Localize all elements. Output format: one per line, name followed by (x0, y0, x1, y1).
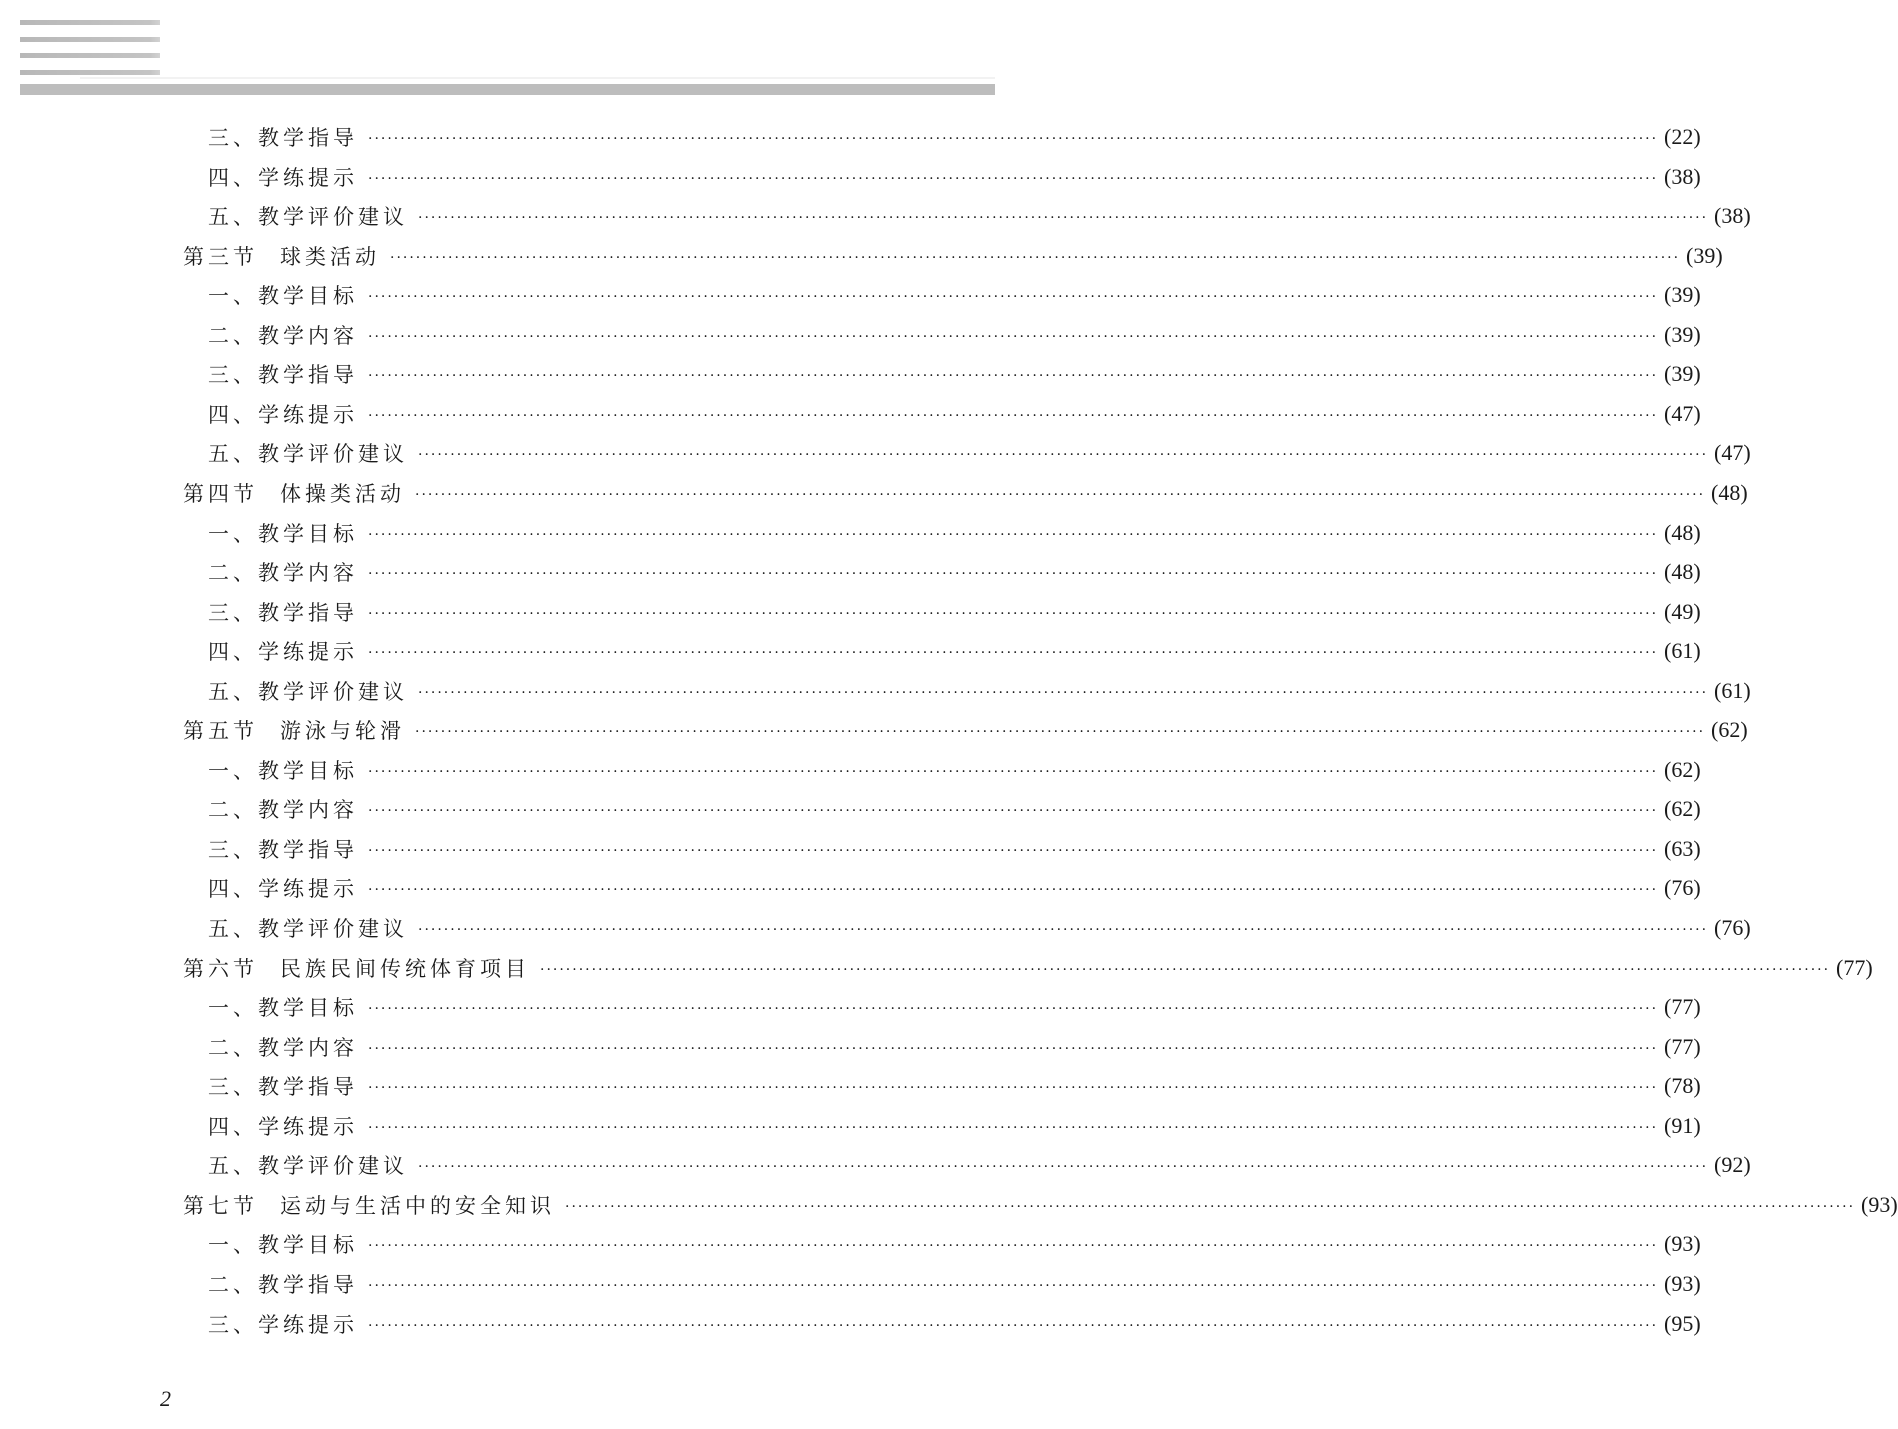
entry-title: 一、教学目标 (208, 1233, 358, 1258)
page-ref-number: 39 (1693, 242, 1716, 268)
toc-entry[interactable] (0, 597, 1701, 627)
toc-entry[interactable] (0, 280, 1701, 310)
toc-entry[interactable] (0, 913, 1751, 943)
toc-entry[interactable] (0, 1269, 1701, 1299)
page-reference: ( 39 ) (1686, 242, 1723, 268)
dot-leader: ········································································································································································································ (368, 1040, 1659, 1057)
page-reference: ( 39 ) (1664, 321, 1701, 347)
page-reference: ( 62 ) (1711, 717, 1748, 743)
entry-title: 民族民间传统体育项目 (280, 956, 530, 981)
dot-leader: ········································································································································································································ (565, 1198, 1856, 1215)
entry-title: 五、教学评价建议 (208, 917, 408, 941)
toc-entry-title (208, 359, 358, 389)
dot-leader: ········································································································································································································ (368, 842, 1659, 859)
dot-leader: ········································································································································································································ (415, 724, 1706, 741)
page-reference: ( 39 ) (1664, 282, 1701, 308)
toc-entry[interactable] (0, 755, 1701, 785)
toc-entry[interactable] (0, 359, 1701, 389)
toc-entry-title (208, 992, 358, 1022)
dot-leader: ········································································································································································································ (368, 1277, 1659, 1294)
toc-entry-title (208, 122, 358, 152)
page-ref-number: 76 (1671, 875, 1694, 901)
page-ref-number: 63 (1671, 835, 1694, 861)
dot-leader: ········································································································································································································ (418, 1159, 1709, 1176)
page-reference: ( 93 ) (1664, 1231, 1701, 1257)
toc-entry-title (183, 715, 405, 745)
toc-entry-title (208, 913, 408, 943)
dot-leader: ········································································································································································································ (368, 1317, 1659, 1334)
entry-title: 一、教学目标 (208, 758, 358, 783)
dot-leader: ········································································································································································································ (418, 210, 1709, 227)
dot-leader: ········································································································································································································ (390, 249, 1681, 266)
page-ref-number: 39 (1671, 321, 1694, 347)
toc-entry-title (208, 755, 358, 785)
entry-title: 四、学练提示 (208, 1114, 358, 1139)
toc-entry-title (208, 280, 358, 310)
toc-entry-title (208, 162, 358, 192)
entry-title: 运动与生活中的安全知识 (280, 1193, 555, 1218)
page-ref-number: 78 (1671, 1073, 1694, 1099)
dot-leader: ········································································································································································································ (368, 131, 1659, 147)
entry-title: 四、学练提示 (208, 640, 358, 665)
page-reference: ( 76 ) (1664, 875, 1701, 901)
entry-title: 游泳与轮滑 (280, 719, 405, 744)
page-reference: ( 47 ) (1664, 400, 1701, 426)
dot-leader: ········································································································································································································ (368, 407, 1659, 424)
page-ref-number: 38 (1671, 163, 1694, 189)
toc-entry[interactable] (0, 162, 1701, 192)
page-ref-number: 48 (1671, 519, 1694, 545)
entry-title: 四、学练提示 (208, 165, 358, 190)
page-ref-number: 39 (1671, 282, 1694, 308)
dot-leader: ········································································································································································································ (368, 803, 1659, 820)
header-stripe (20, 20, 160, 25)
header-stripe (20, 53, 160, 58)
page-ref-number: 39 (1671, 361, 1694, 387)
page-number: 2 (160, 1386, 171, 1411)
header-stripe (20, 70, 160, 75)
entry-title: 二、教学内容 (208, 323, 358, 348)
entry-title: 一、教学目标 (208, 284, 358, 309)
dot-leader: ········································································································································································································ (368, 526, 1659, 543)
toc-entry-title (208, 873, 358, 903)
toc-entry-title (183, 953, 530, 983)
entry-title: 二、教学内容 (208, 798, 358, 823)
dot-leader: ········································································································································································································ (418, 447, 1709, 464)
dot-leader: ········································································································································································································ (368, 566, 1659, 583)
dot-leader: ········································································································································································································ (368, 1001, 1659, 1018)
toc-entry[interactable] (0, 873, 1701, 903)
toc-entry-title (208, 1111, 358, 1141)
toc-entry[interactable] (0, 992, 1701, 1022)
toc-entry-title (208, 201, 408, 231)
toc-entry-title (208, 1229, 358, 1259)
dot-leader: ········································································································································································································ (368, 882, 1659, 899)
dot-leader: ········································································································································································································ (368, 1080, 1659, 1097)
page-reference: ( 38 ) (1714, 203, 1751, 229)
entry-title: 五、教学评价建议 (208, 442, 408, 467)
page-reference: ( 93 ) (1861, 1191, 1898, 1217)
entry-title: 四、学练提示 (208, 402, 358, 427)
toc-entry[interactable] (0, 1229, 1701, 1259)
toc-entry[interactable] (0, 676, 1751, 706)
page-ref-number: 47 (1671, 400, 1694, 426)
page-ref-number: 77 (1843, 954, 1866, 980)
section-label: 第七节 (183, 1193, 258, 1218)
page-reference: ( 92 ) (1714, 1152, 1751, 1178)
toc-entry[interactable] (0, 438, 1751, 468)
toc-entry-title (208, 1071, 358, 1101)
dot-leader: ········································································································································································································ (368, 763, 1659, 780)
toc-entry-title (208, 399, 358, 429)
page-ref-number: 76 (1721, 915, 1744, 940)
entry-title: 三、学练提示 (208, 1312, 358, 1337)
section-label: 第四节 (183, 481, 258, 506)
toc-entry-title (208, 1150, 408, 1180)
toc-entry-title (183, 241, 380, 271)
toc-section-entry[interactable] (0, 478, 1748, 508)
page-reference: ( 48 ) (1664, 519, 1701, 545)
page-reference: ( 77 ) (1836, 954, 1873, 980)
section-label: 第五节 (183, 719, 258, 744)
page-reference: ( 77 ) (1664, 994, 1701, 1020)
entry-title: 五、教学评价建议 (208, 205, 408, 230)
entry-title: 二、教学内容 (208, 1035, 358, 1060)
toc-entry[interactable] (0, 122, 1701, 152)
toc-entry-title (208, 794, 358, 824)
dot-leader: ········································································································································································································ (418, 922, 1709, 938)
toc-entry[interactable] (0, 1150, 1751, 1180)
toc-entry[interactable] (0, 834, 1701, 864)
page-reference: ( 48 ) (1664, 559, 1701, 585)
page-reference: ( 78 ) (1664, 1073, 1701, 1099)
toc-entry-title (208, 597, 358, 627)
page-reference: ( 38 ) (1664, 163, 1701, 189)
toc-entry[interactable] (0, 518, 1701, 548)
page-ref-number: 77 (1671, 1033, 1694, 1059)
page-ref-number: 93 (1671, 1231, 1694, 1257)
toc-entry-title (208, 1032, 358, 1062)
page-ref-number: 61 (1671, 638, 1694, 664)
page-reference: ( 22 ) (1664, 124, 1701, 149)
dot-leader: ········································································································································································································ (368, 170, 1659, 187)
toc-entry[interactable] (0, 320, 1701, 350)
entry-title: 三、教学指导 (208, 363, 358, 388)
toc-entry-title (208, 557, 358, 587)
toc-entry-title (208, 518, 358, 548)
page-reference: ( 48 ) (1711, 479, 1748, 505)
entry-title: 三、教学指导 (208, 126, 358, 150)
toc-entry[interactable] (0, 201, 1751, 231)
entry-title: 三、教学指导 (208, 837, 358, 862)
toc-section-entry[interactable] (0, 1190, 1898, 1220)
page-reference: ( 77 ) (1664, 1033, 1701, 1059)
page-ref-number: 91 (1671, 1112, 1694, 1138)
toc-entry[interactable] (0, 1032, 1701, 1062)
toc-entry-title (208, 834, 358, 864)
page-ref-number: 77 (1671, 994, 1694, 1020)
dot-leader: ········································································································································································································ (368, 368, 1659, 385)
toc-entry[interactable] (0, 794, 1701, 824)
page-ref-number: 48 (1671, 559, 1694, 585)
page-ref-number: 95 (1671, 1310, 1694, 1336)
page-reference: ( 61 ) (1714, 677, 1751, 703)
toc-entry-title (183, 1190, 555, 1220)
toc-entry[interactable] (0, 1309, 1701, 1339)
toc-section-entry[interactable] (0, 715, 1748, 745)
entry-title: 一、教学目标 (208, 521, 358, 546)
header-rule (80, 77, 995, 79)
toc-entry-title (208, 320, 358, 350)
page-ref-number: 61 (1721, 677, 1744, 703)
page-ref-number: 48 (1718, 479, 1741, 505)
dot-leader: ········································································································································································································ (368, 289, 1659, 306)
page-reference: ( 76 ) (1714, 915, 1751, 940)
toc-entry-title (208, 438, 408, 468)
page-ref-number: 22 (1671, 124, 1694, 149)
dot-leader: ········································································································································································································ (368, 605, 1659, 622)
page-reference: ( 63 ) (1664, 835, 1701, 861)
dot-leader: ········································································································································································································ (368, 1238, 1659, 1255)
page-reference: ( 62 ) (1664, 756, 1701, 782)
toc-section-entry[interactable] (0, 241, 1723, 271)
toc-entry[interactable] (0, 557, 1701, 587)
dot-leader: ········································································································································································································ (368, 1119, 1659, 1136)
page-reference: ( 62 ) (1664, 796, 1701, 822)
page-ref-number: 93 (1671, 1270, 1694, 1296)
section-label: 第三节 (183, 244, 258, 269)
entry-title: 二、教学内容 (208, 561, 358, 586)
toc-section-entry[interactable] (0, 953, 1873, 983)
dot-leader: ········································································································································································································ (368, 328, 1659, 345)
toc-entry-title (183, 478, 405, 508)
page-ref-number: 93 (1868, 1191, 1891, 1217)
page-reference: ( 91 ) (1664, 1112, 1701, 1138)
page-reference: ( 93 ) (1664, 1270, 1701, 1296)
page-ref-number: 62 (1671, 796, 1694, 822)
page-reference: ( 47 ) (1714, 440, 1751, 466)
entry-title: 三、教学指导 (208, 600, 358, 625)
page-reference: ( 61 ) (1664, 638, 1701, 664)
entry-title: 二、教学指导 (208, 1272, 358, 1297)
toc-entry-title (208, 1309, 358, 1339)
entry-title: 球类活动 (280, 244, 380, 269)
dot-leader: ········································································································································································································ (540, 961, 1831, 978)
entry-title: 体操类活动 (280, 481, 405, 506)
toc-entry-title (208, 676, 408, 706)
toc-entry[interactable] (0, 399, 1701, 429)
toc-entry[interactable] (0, 636, 1701, 666)
page-reference: ( 95 ) (1664, 1310, 1701, 1336)
page-ref-number: 47 (1721, 440, 1744, 466)
page-ref-number: 92 (1721, 1152, 1744, 1178)
toc-entry[interactable] (0, 1071, 1701, 1101)
section-label: 第六节 (183, 956, 258, 981)
entry-title: 五、教学评价建议 (208, 1154, 408, 1179)
entry-title: 四、学练提示 (208, 877, 358, 902)
page-ref-number: 38 (1721, 203, 1744, 229)
toc-entry[interactable] (0, 1111, 1701, 1141)
page-reference: ( 49 ) (1664, 598, 1701, 624)
page-reference: ( 39 ) (1664, 361, 1701, 387)
page-ref-number: 62 (1671, 756, 1694, 782)
dot-leader: ········································································································································································································ (418, 684, 1709, 701)
page-ref-number: 49 (1671, 598, 1694, 624)
toc-entry-title (208, 1269, 358, 1299)
header-bar (20, 84, 995, 95)
dot-leader: ········································································································································································································ (415, 486, 1706, 503)
toc-entry-title (208, 636, 358, 666)
entry-title: 五、教学评价建议 (208, 679, 408, 704)
entry-title: 三、教学指导 (208, 1075, 358, 1100)
dot-leader: ········································································································································································································ (368, 645, 1659, 662)
entry-title: 一、教学目标 (208, 996, 358, 1021)
header-stripe (20, 37, 160, 42)
page-ref-number: 62 (1718, 717, 1741, 743)
